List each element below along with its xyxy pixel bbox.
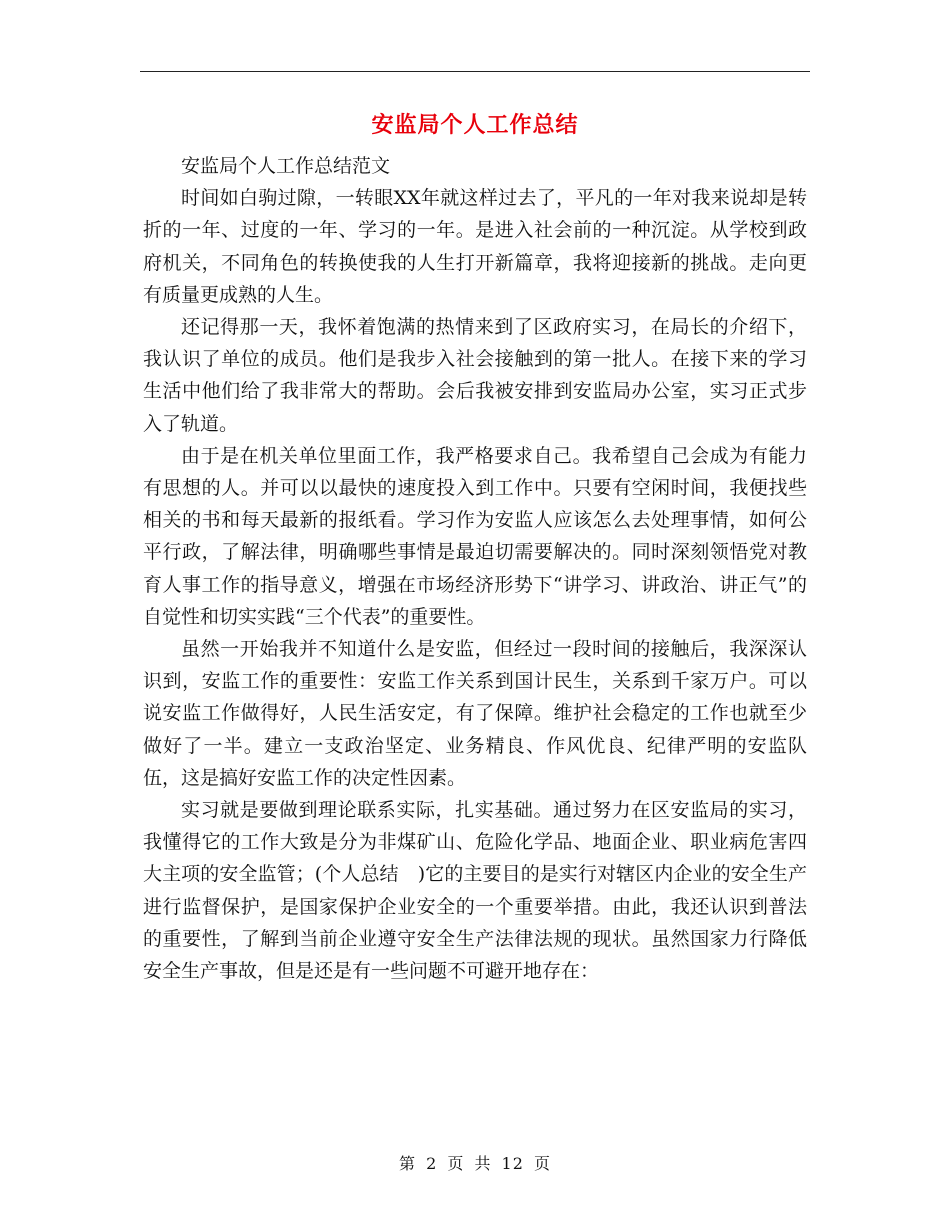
paragraph: 实习就是要做到理论联系实际，扎实基础。通过努力在区安监局的实习，我懂得它的工作大致是分为非煤矿山、危险化学品、地面企业、职业病危害四大主项的安全监管；(个人总结 )它的主要目的是实行对辖区内企业的安全生产进行监督保护，是国家保护企业安全的一个重要举措。由此，我还认识到普法的重要性，了解到当前企业遵守安全生产法律法规的现状。虽然国家力行降低安全生产事故，但是还是有一些问题不可避开地存在：: [143, 799, 807, 983]
paragraph: 由于是在机关单位里面工作，我严格要求自己。我希望自己会成为有能力有思想的人。并可以以最快的速度投入到工作中。只要有空闲时间，我便找些相关的书和每天最新的报纸看。学习作为安监人应该怎么去处理事情，如何公平行政，了解法律，明确哪些事情是最迫切需要解决的。同时深刻领悟党对教育人事工作的指导意义，增强在市场经济形势下“讲学习、讲政治、讲正气”的自觉性和切实实践“三个代表”的重要性。: [143, 444, 807, 628]
document-title: 安监局个人工作总结: [371, 112, 579, 138]
header-rule: [140, 71, 810, 72]
paragraph: 时间如白驹过隙，一转眼XX年就这样过去了，平凡的一年对我来说却是转折的一年、过度的一年、学习的一年。是进入社会前的一种沉淀。从学校到政府机关，不同角色的转换使我的人生打开新篇章，我将迎接新的挑战。走向更有质量更成熟的人生。: [143, 187, 807, 306]
paragraph: 还记得那一天，我怀着饱满的热情来到了区政府实习，在局长的介绍下，我认识了单位的成员。他们是我步入社会接触到的第一批人。在接下来的学习生活中他们给了我非常大的帮助。会后我被安排到安监局办公室，实习正式步入了轨道。: [143, 316, 807, 435]
paragraph-subtitle: 安监局个人工作总结范文: [181, 155, 391, 177]
paragraph: 虽然一开始我并不知道什么是安监，但经过一段时间的接触后，我深深认识到，安监工作的重要性：安监工作关系到国计民生，关系到千家万户。可以说安监工作做得好，人民生活安定，有了保障。维护社会稳定的工作也就至少做好了一半。建立一支政治坚定、业务精良、作风优良、纪律严明的安监队伍，这是搞好安监工作的决定性因素。: [143, 638, 807, 789]
page-number-footer: 第 2 页 共 12 页: [399, 1154, 551, 1173]
document-body: [143, 150, 807, 987]
